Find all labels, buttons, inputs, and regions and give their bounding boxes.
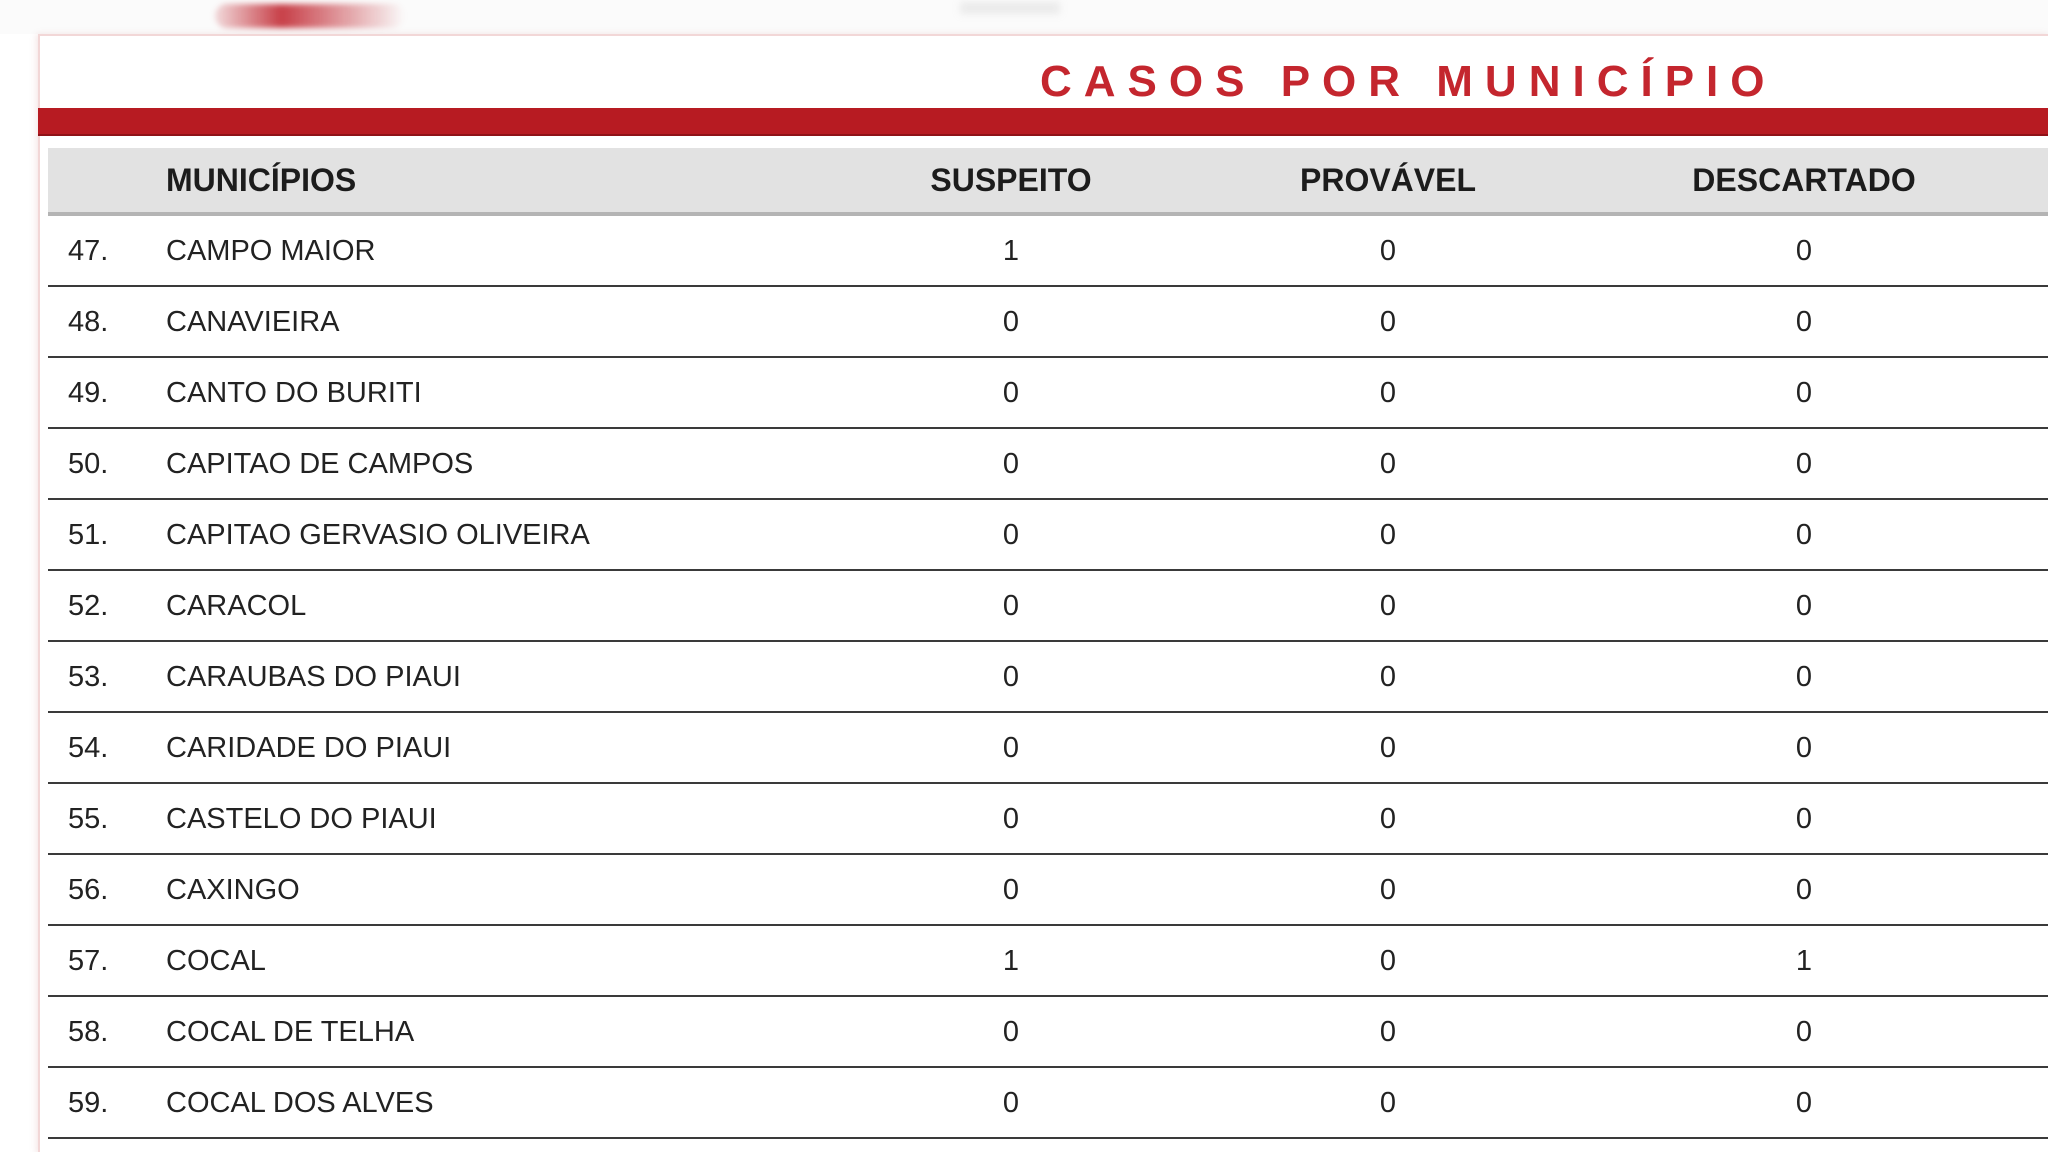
descartado-count: 0 bbox=[1795, 306, 1813, 338]
row-number: 56. bbox=[68, 874, 109, 906]
municipio-name: CAXINGO bbox=[166, 874, 300, 906]
descartado-count: 0 bbox=[1795, 732, 1813, 764]
page-title: CASOS POR MUNICÍPIO bbox=[1040, 57, 1777, 106]
table-row bbox=[48, 784, 2048, 855]
suspeito-count: 1 bbox=[1002, 945, 1020, 977]
provavel-count: 0 bbox=[1379, 874, 1397, 906]
table-row bbox=[48, 855, 2048, 926]
table-body bbox=[48, 216, 2048, 1139]
descartado-count: 0 bbox=[1795, 874, 1813, 906]
municipio-name: CASTELO DO PIAUI bbox=[166, 803, 437, 835]
column-header-suspeito: SUSPEITO bbox=[930, 162, 1092, 198]
table-row bbox=[48, 926, 2048, 997]
descartado-count: 0 bbox=[1795, 235, 1813, 267]
row-number: 48. bbox=[68, 306, 109, 338]
municipio-name: CAPITAO DE CAMPOS bbox=[166, 448, 474, 480]
table-row bbox=[48, 287, 2048, 358]
suspeito-count: 0 bbox=[1002, 803, 1020, 835]
row-number: 51. bbox=[68, 519, 109, 551]
provavel-count: 0 bbox=[1379, 235, 1397, 267]
row-number: 52. bbox=[68, 590, 109, 622]
municipio-name: CANAVIEIRA bbox=[166, 306, 340, 338]
municipio-name: CARIDADE DO PIAUI bbox=[166, 732, 452, 764]
row-number: 55. bbox=[68, 803, 109, 835]
descartado-count: 0 bbox=[1795, 590, 1813, 622]
table-row bbox=[48, 358, 2048, 429]
provavel-count: 0 bbox=[1379, 1087, 1397, 1119]
title-divider-bar bbox=[38, 108, 2048, 136]
suspeito-count: 0 bbox=[1002, 377, 1020, 409]
suspeito-count: 0 bbox=[1002, 1087, 1020, 1119]
row-number: 57. bbox=[68, 945, 109, 977]
descartado-count: 0 bbox=[1795, 519, 1813, 551]
table-row bbox=[48, 429, 2048, 500]
column-header-provavel: PROVÁVEL bbox=[1299, 162, 1477, 198]
suspeito-count: 0 bbox=[1002, 590, 1020, 622]
suspeito-count: 0 bbox=[1002, 732, 1020, 764]
municipio-name: CAPITAO GERVASIO OLIVEIRA bbox=[166, 519, 590, 551]
table-row bbox=[48, 642, 2048, 713]
municipio-name: COCAL DOS ALVES bbox=[166, 1087, 434, 1119]
municipio-name: CANTO DO BURITI bbox=[166, 377, 422, 409]
table-row bbox=[48, 216, 2048, 287]
suspeito-count: 0 bbox=[1002, 661, 1020, 693]
descartado-count: 0 bbox=[1795, 661, 1813, 693]
descartado-count: 0 bbox=[1795, 1016, 1813, 1048]
page-title-wrapper bbox=[0, 52, 2048, 112]
provavel-count: 0 bbox=[1379, 661, 1397, 693]
suspeito-count: 0 bbox=[1002, 306, 1020, 338]
row-number: 54. bbox=[68, 732, 109, 764]
descartado-count: 0 bbox=[1795, 377, 1813, 409]
municipio-name: COCAL bbox=[166, 945, 266, 977]
provavel-count: 0 bbox=[1379, 590, 1397, 622]
table-row bbox=[48, 571, 2048, 642]
provavel-count: 0 bbox=[1379, 1016, 1397, 1048]
descartado-count: 0 bbox=[1795, 1087, 1813, 1119]
provavel-count: 0 bbox=[1379, 306, 1397, 338]
decorative-red-streak bbox=[215, 4, 405, 28]
suspeito-count: 0 bbox=[1002, 519, 1020, 551]
descartado-count: 0 bbox=[1795, 448, 1813, 480]
municipio-name: COCAL DE TELHA bbox=[166, 1016, 415, 1048]
provavel-count: 0 bbox=[1379, 377, 1397, 409]
row-number: 58. bbox=[68, 1016, 109, 1048]
municipio-name: CAMPO MAIOR bbox=[166, 235, 376, 267]
table-row bbox=[48, 997, 2048, 1068]
top-strip bbox=[0, 0, 2048, 34]
row-number: 53. bbox=[68, 661, 109, 693]
decorative-grey-streak bbox=[960, 2, 1060, 14]
row-number: 47. bbox=[68, 235, 109, 267]
row-number: 49. bbox=[68, 377, 109, 409]
column-header-municipios: MUNICÍPIOS bbox=[166, 162, 357, 198]
provavel-count: 0 bbox=[1379, 732, 1397, 764]
provavel-count: 0 bbox=[1379, 945, 1397, 977]
suspeito-count: 0 bbox=[1002, 448, 1020, 480]
provavel-count: 0 bbox=[1379, 519, 1397, 551]
descartado-count: 0 bbox=[1795, 803, 1813, 835]
municipio-name: CARACOL bbox=[166, 590, 307, 622]
table-header bbox=[48, 148, 2048, 216]
table-row bbox=[48, 500, 2048, 571]
municipio-name: CARAUBAS DO PIAUI bbox=[166, 661, 461, 693]
suspeito-count: 0 bbox=[1002, 1016, 1020, 1048]
table-row bbox=[48, 713, 2048, 784]
row-number: 59. bbox=[68, 1087, 109, 1119]
row-number: 50. bbox=[68, 448, 109, 480]
descartado-count: 1 bbox=[1795, 945, 1813, 977]
suspeito-count: 0 bbox=[1002, 874, 1020, 906]
provavel-count: 0 bbox=[1379, 448, 1397, 480]
provavel-count: 0 bbox=[1379, 803, 1397, 835]
cases-table bbox=[48, 148, 2048, 1139]
column-header-descartado: DESCARTADO bbox=[1692, 162, 1916, 198]
table-row bbox=[48, 1068, 2048, 1139]
suspeito-count: 1 bbox=[1002, 235, 1020, 267]
